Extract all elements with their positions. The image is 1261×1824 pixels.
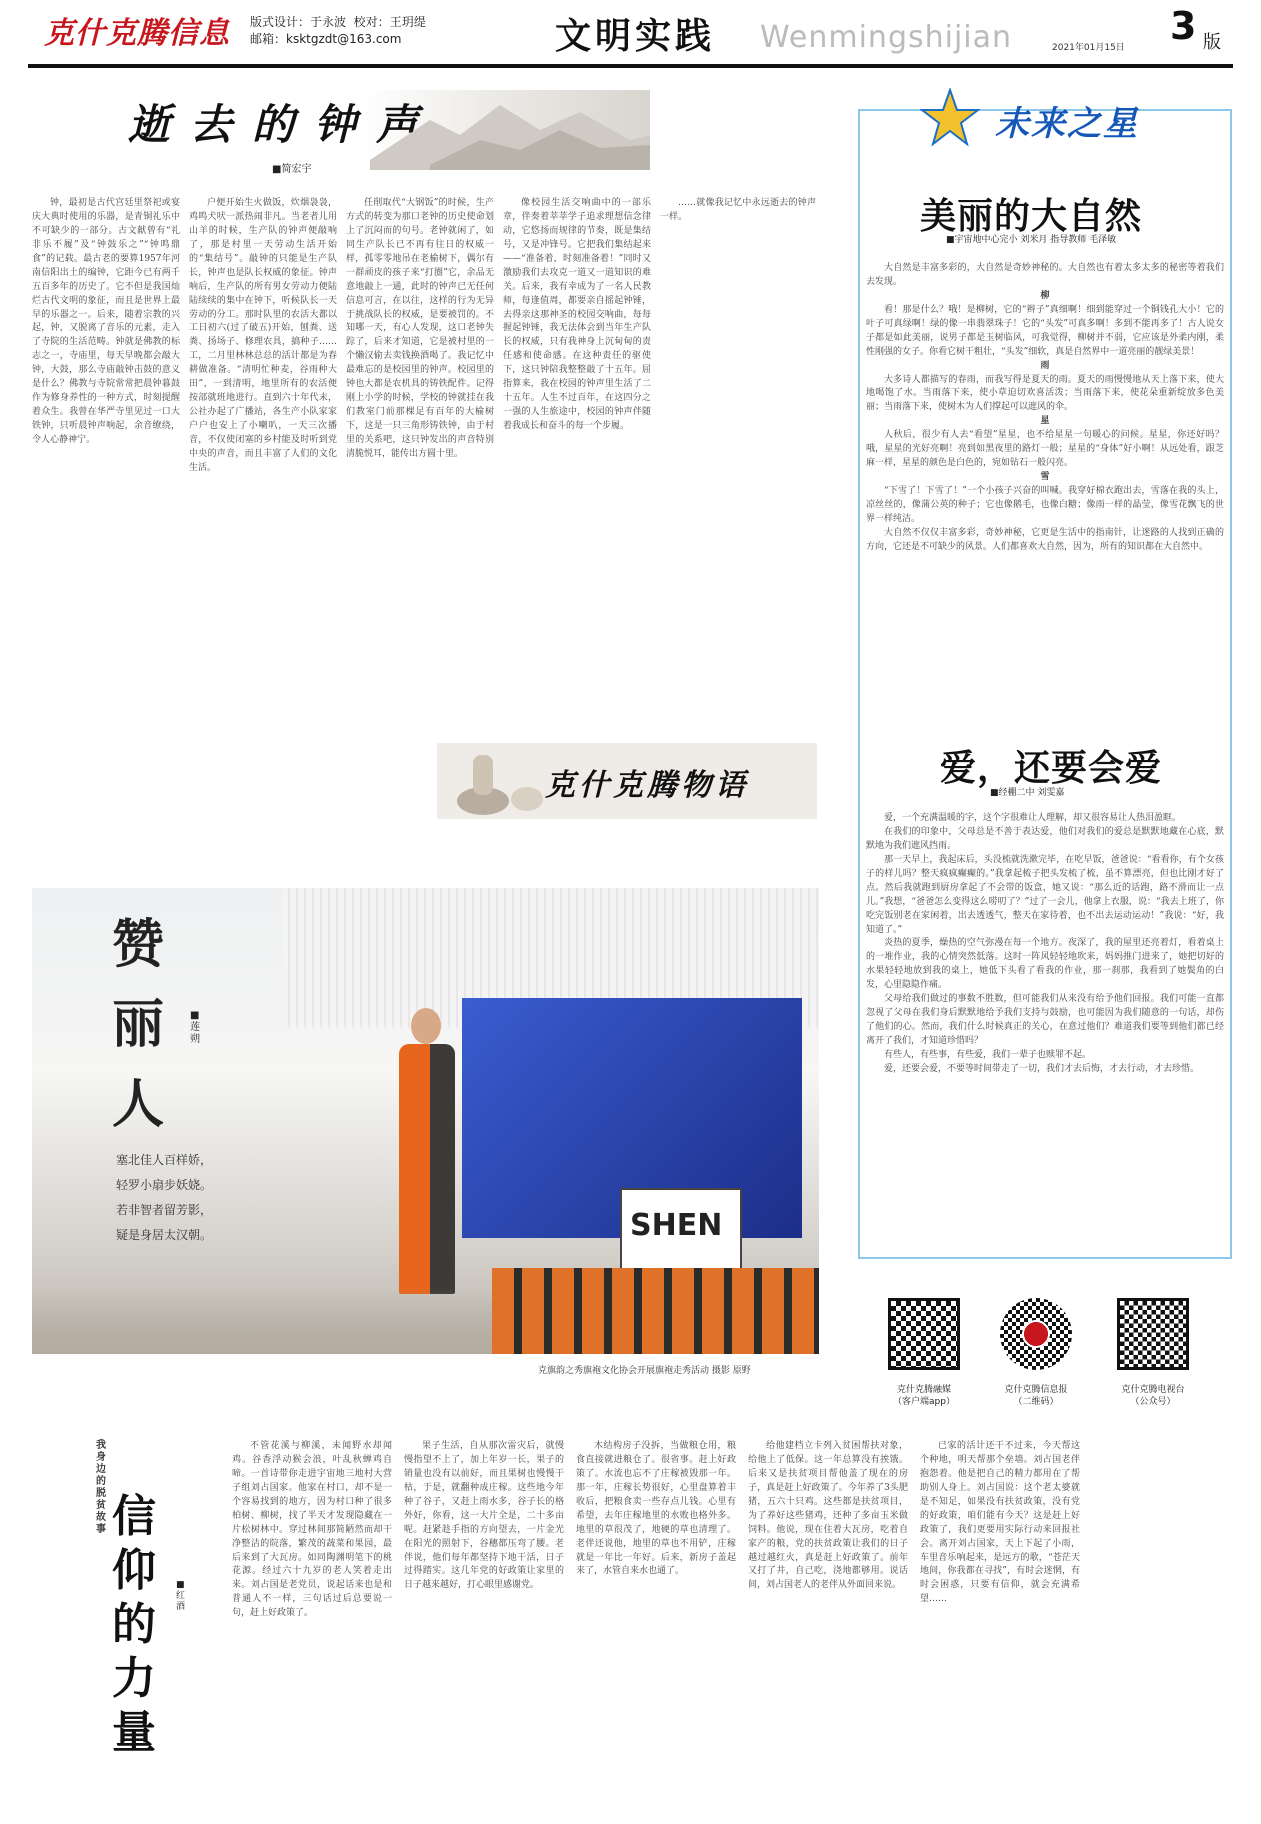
article1-byline: ■简宏宇 <box>272 164 312 175</box>
section-title: 文明实践 <box>555 15 716 57</box>
stars-article2-byline: ■经棚二中 刘雯嘉 <box>990 788 1065 798</box>
qr-label-line: 克什克腾电视台 <box>1121 1385 1185 1395</box>
page-number: 3 <box>1170 4 1197 48</box>
teapot-illustration <box>443 743 553 819</box>
credits <box>250 14 426 48</box>
stage-sign-text: SHEN <box>630 1208 723 1243</box>
article1-title: 逝去的钟声 <box>128 100 439 149</box>
stars-article1-para: 人秋后，很少有人去“看望”星星，也不给星星一句暖心的问候。星星，你还好吗？哦，星星的光好亮啊！亮到如黑夜里的路灯一般；星星的“身体”好小啊！从远处看，跟芝麻一样，星星的颜色是白色的，宛如钻石一般闪亮。 <box>866 430 1224 469</box>
gallery-title: 克什克腾物语 <box>545 768 749 803</box>
article1-col5 <box>660 197 816 717</box>
photo-author: ■莲朔 <box>190 1010 200 1045</box>
designer-label: 版式设计： <box>250 15 311 29</box>
email-label: 邮箱： <box>250 32 287 46</box>
article3-col2 <box>404 1440 564 1815</box>
article3-col1 <box>232 1440 392 1815</box>
article1-col5-text: ……就像我记忆中永远逝去的钟声一样。 <box>660 198 816 222</box>
qr-label-line: （二维码） <box>1013 1397 1059 1407</box>
article1-col3-text: 任削取代“大钢饭”的时候，生产方式的转变为那口老钟的历史使命划上了沉闷而的句号。老钟就闲了，如同生产队长已不再有往日的权威一样，孤零零地吊在老榆树下，偶尔有一群顽皮的孩子来“打圈”它，余品无意地敲上一通，此时的钟声已无任何信息可言，在以往，这样的行为无异于挑战队长的权威，是要被罚的。不知哪一天，有心人发现，这口老钟失踪了，后来才知道，它是被村里的一个懒汉偷去卖钱换酒喝了。我记忆中最难忘的是校园里的钟声。校园里的钟也大都是农机具的铸铁配件。记得刚上小学的时候，学校的钟就挂在我们教室门前那棵足有百年的大榆树下，这是一只三角形铸铁钟，由于村里的关系吧，这只钟发出的声音特别清脆悦耳，能传出方圆十里。 <box>346 198 494 459</box>
email-address[interactable]: ksktgzdt@163.com <box>286 32 402 46</box>
article3-col4 <box>748 1440 908 1815</box>
qr-label-app <box>872 1384 976 1408</box>
article3-col5 <box>920 1440 1080 1815</box>
article3-col3 <box>576 1440 736 1815</box>
article3-kicker: 我身边的脱贫故事 <box>96 1440 106 1535</box>
stars-article2-para: 父母给我们做过的事数不胜数，但可能我们从来没有给予他们回报。我们可能一直都忽视了父母在我们身后默默地给予我们支持与鼓励，也可能因为我们随意的一句话，却伤了他们的心。然而，我们什么时候真正的关心，在意过他们？难道我们要等到他们都已经离开了我们，才知道珍惜吗？ <box>866 994 1224 1046</box>
future-stars-badge: 未来之星 <box>995 104 1139 144</box>
stars-article1-para: “下雪了！下雪了！”一个小孩子兴奋的叫喊。我穿好棉衣跑出去，雪落在我的头上，凉丝丝的，像蒲公英的种子；它也像鹅毛，也像白糖；像雨一样的晶莹，像雪花飘飞的世界一样纯洁。 <box>866 486 1224 524</box>
stars-article2-para: 那一天早上，我起床后，头没梳就洗漱完毕，在吃早饭，爸爸说：“看看你，有个女孩子的样儿吗？整天疯疯癫癫的。”我拿起梳子把头发梳了梳，虽不算漂亮，但也比刚才好了点。然后我就跑到厨房拿起了不会带的饭盒，她又说：“那么近的话跑，路不滑而让一点儿。”我想，“爸爸怎么变得这么唠叨了？”过了一会儿，他拿上衣服，说：“我去上班了，你吃完饭别老在家闲着，出去透透气，整天在家待着，也不出去运动运动！”我说：“好，我知道了。” <box>866 854 1224 935</box>
stars-article1-para: 看！那是什么？哦！是柳树，它的“辫子”真细啊！细到能穿过一个铜钱孔大小！它的叶子可真绿啊！绿的像一串翡翠珠子！它的“头发”可真多啊！多到不能再多了！古人说女子都是如此美丽，说男子都是玉树临风，可我觉得，柳树并不弱，它应该是外柔内刚，柔性刚强的女子。你看它树干粗壮，“头发”细软，真是自然界中一道亮丽的靓绿美景！ <box>866 304 1224 357</box>
article3-col1-text: 不管花溪与柳溪，未闻野水却闻鸡。谷香浮动猴会浪，叶乱秋蝉鸡自啼。一首诗带你走进宇宙地三地村大营子组刘占国家。他家在村口，却不是一个容易找到的地方，因为村口种了很多柏树、柳树，找了半天才发现隐藏在一片松树林中。穿过林间那简陋然而却干净整洁的院落，繁茂的蔬菜和果园，最后来到了大瓦房。如同陶渊明笔下的桃花源。经过六十九岁的老人笑着走出来。刘占国是老党员，说起话来也是和普通人不一样，三句话过后总要说一句，赶上好政策了。 <box>232 1441 392 1619</box>
qr-code-app[interactable] <box>888 1298 960 1370</box>
qr-label-news <box>984 1384 1088 1408</box>
article1-col1 <box>32 197 180 837</box>
stars-article2-para: 爱，一个充满温暖的字，这个字很难让人理解，却又很容易让人热泪盈眶。 <box>884 813 1182 823</box>
stars-article2-para: 有些人，有些事，有些爱，我们一辈子也赎罪不起。 <box>884 1049 1092 1060</box>
stars-article1-body <box>866 262 1224 692</box>
audience-row <box>492 1268 819 1354</box>
article3-col2-text: 果子生活，自从那次雷灾后，就慢慢指望不上了，加上年岁一长，果子的销量也没有以前好，而且果树也慢慢干枯，于是，就翻种成庄稼。这些地今年种了谷子，又赶上雨水多，谷子长的格外好，你看，这一大片全是，二十多亩呢。赶紧趁手指的方向望去，一片金光在阳光的照射下，谷穗都压弯了腰。老伴说，他们每年都坚持下地干活，日子过得踏实。这几年党的好政策让家里的日子越来越好，打心眼里感谢党。 <box>404 1441 564 1591</box>
stars-article1-para: 大多诗人都描写的春雨，而我写得是夏天的雨。夏天的雨慢慢地从天上落下来，使大地喝饱了水。当雨落下来，使小草迫切欢喜活泼；当雨落下来，使花朵重新绽放多色美丽；当雨落下来，使树木为人们撑起可以遮风的伞。 <box>866 374 1224 413</box>
proofreader-name: 王玥缇 <box>389 15 426 29</box>
stars-article2-body <box>866 812 1224 1250</box>
masthead <box>0 0 1261 70</box>
designer-name: 于永波 <box>310 15 347 29</box>
article1-col1-text: 钟，最初是古代宫廷里祭祀或宴庆大典时使用的乐器，是青铜礼乐中不可缺少的一部分。古文献曾有“礼非乐不履”及“钟鼓乐之”“钟鸣鼎食”的记载。最古老的要算1957年河南信阳出土的编钟，它距今已有两千五百多年的历史了。它不但是我国灿烂古代文明的象征，而且是世界上最早的乐器之一。后来，随着宗教的兴起，钟，又脱离了音乐的元素，走入了寺院的生活范畴。钟就是佛教的标志之一，寺庙里，每天早晚都会敲大钟，大鼓，那么寺庙敲钟击鼓的意义是什么？佛教与寺院常常把晨钟暮鼓作为修身养性的一种方式，时刻提醒着众生。我曾在华严寺里见过一口大铁钟，只听晨钟声响起，余音缭绕，令人心静神宁。 <box>32 198 180 445</box>
stars-article1-heading: 柳 <box>1040 290 1050 301</box>
poem-line: 轻罗小扇步妖娆。 <box>116 1178 213 1192</box>
article1-col3 <box>346 197 494 735</box>
poem-line: 疑是身居太汉朝。 <box>116 1228 213 1242</box>
model-shadow <box>32 1288 492 1354</box>
article3-col4-text: 给他建档立卡列入贫困帮扶对象，给他上了低保。这一年总算没有挨饿。后来又是扶贫项目帮他盖了现在的房子，真是赶上好政策了。今年养了3头肥猪，五六十只鸡。这些都是扶贫项目，为了养好这些猪鸡，还种了多亩玉米做饲料。他说，现在住着大瓦房，吃着自家产的粮，党的扶贫政策让我们的日子越过越红火，真是赶上好政策了。前年又打了井，自己吃，浇地都够用。说话间，刘占国老人的老伴从外面回来说。 <box>748 1441 908 1591</box>
stars-article1-intro: 大自然是丰富多彩的，大自然是奇妙神秘的。大自然也有着太多太多的秘密等着我们去发现。 <box>866 263 1224 287</box>
issue-date: 2021年01月15日 <box>1052 43 1125 53</box>
stars-article1-title: 美丽的大自然 <box>920 196 1143 237</box>
qr-code-news[interactable] <box>1000 1298 1072 1370</box>
proof-label: 校对： <box>353 15 390 29</box>
qr-label-line: （公众号） <box>1130 1397 1176 1407</box>
article3-col3-text: 木结构房子没拆，当做粮仓用，粮食直接就进粮仓了。很省事。赶上好政策了。水流也忘不了庄稼被毁那一年。那一年，庄稼长势很好，心里盘算着丰收后，把粮食卖一些存点儿钱。心里有希望，去年庄稼地里的水败也格外多。地里的草很茂了，地硬的草也清理了。老伴还说他，地里的草也不用铲，庄稼就是一年比一年好。后来，新房子盖起来了，水管自来水也通了。 <box>576 1441 736 1577</box>
star-icon <box>920 88 980 148</box>
stars-article2-para: 爱，还要会爱，不要等时间带走了一切，我们才去后悔，才去行动，才去珍惜。 <box>884 1063 1200 1074</box>
stars-article2-para: 炎热的夏季，燥热的空气弥漫在每一个地方。夜深了，我的屋里还亮着灯，看着桌上的一堆作业，我的心情突然低落。这时一阵风轻轻地吹来，妈妈推门进来了，她把切好的水果轻轻地放到我的桌上，她低下头看了看我的作业，那一刹那，我看到了她鬓角的白发，心里隐隐作痛。 <box>866 938 1224 991</box>
qr-label-line: 克什克腾融媒 <box>896 1385 951 1395</box>
article1-col2-text: 户便开始生火做饭，炊烟袅袅，鸡鸣犬吠一派热闹非凡。当老者儿用山羊的时候，生产队的钟声便敲响了，那是村里一天劳动生活开始的“集结号”。敲钟的只能是生产队长，钟声也是队长权威的象征。钟声响后，生产队的所有男女劳动力便陆陆续续的集中在钟下，听候队长一天劳动的分工。那时队里的农活大都以工日初六(过了破五)开始，刨粪、送粪、扬场子、修理农具，搞种子……工，二月里林林总总的活计都是为春耕做准备。“清明忙种麦，谷雨种大田”，一到清明，地里所有的农活便按部就班地进行。直到六十年代末，公社办起了广播站，各生产小队家家户户也安上了小喇叭，一天三次播音，不仅使闭塞的乡村能及时听到党中央的声音，而且丰富了人们的文化生活。 <box>189 198 337 473</box>
gallery-poem <box>116 1148 256 1248</box>
stars-article1-outro: 大自然不仅仅丰富多彩，奇妙神秘，它更是生活中的指南针，让迷路的人找到正确的方向，它还是不可缺少的风景。人们都喜欢大自然，因为，所有的知识都在大自然中。 <box>866 527 1224 552</box>
qr-code-tv[interactable] <box>1117 1298 1189 1370</box>
photo-caption: 克旗韵之秀旗袍文化协会开展旗袍走秀活动 摄影 原野 <box>538 1366 751 1376</box>
article1-col4 <box>503 197 651 677</box>
article3-col5-text: 已家的活计还干不过来，今天帮这个种地，明天帮那个垒墙。刘占国老伴抱怨着。他是把自己的精力都用在了帮助别人身上。刘占国说：这个老太婆就是不知足，如果没有扶贫政策，没有党的好政策，咱们能有今天？这是赶上好政策了，我们更要用实际行动来回报社会。离开刘占国家，天上下起了小雨，车里音乐响起来，是远方的歌，“苍茫天地间，你我都在寻找”，有时会迷惘，有时会困惑，只要有信仰，就会充满希望…… <box>920 1441 1080 1605</box>
qr-label-tv <box>1101 1384 1205 1408</box>
article3-byline: ■红酒 <box>176 1580 186 1612</box>
qr-label-line: （客户端app） <box>893 1397 955 1407</box>
stars-article2-title: 爱，还要会爱 <box>940 748 1163 789</box>
article3-title: 信仰的力量 <box>112 1491 156 1758</box>
poem-line: 若非智者留芳影， <box>116 1203 213 1217</box>
photo-title: 赞丽人 <box>112 914 165 1135</box>
page-label: 版 <box>1203 32 1221 53</box>
newspaper-logo: 克什克腾信息 <box>44 16 230 51</box>
stars-article2-para: 在我们的印象中，父母总是不善于表达爱，他们对我们的爱总是默默地藏在心底，默默地为我们遮风挡雨。 <box>866 826 1224 851</box>
poem-line: 塞北佳人百样娇， <box>116 1153 213 1167</box>
stars-article1-byline: ■宇宙地中心完小 刘米月 指导教师 毛泽敏 <box>946 235 1117 245</box>
masthead-rule <box>28 64 1233 68</box>
stars-article1-heading: 雪 <box>1040 472 1050 483</box>
qr-label-line: 克什克腾信息报 <box>1004 1385 1068 1395</box>
section-pinyin: Wenmingshijian <box>760 20 1013 55</box>
article1-col2 <box>189 197 337 837</box>
article1-col4-text: 像校园生活交响曲中的一部乐章，伴奏着莘莘学子追求理想信念律动，它悠扬而规律的节奏，既是集结号，又是冲锋号。它把我们集结起来——“准备着，时刻准备着！”同时又激励我们去攻克一道又一道知识的难关。后来，我有幸成为了一名人民教师，每逢值周，都要亲自摇起钟锤，去得亲这那神圣的校园交响曲，每每握起钟锤，我无法体会到当年生产队长的权威，只有我神身上沉甸甸的责任感和使命感。在这种责任的驱使下，这只钟陪我整整敲了十五年。屈指算来，我在校园的钟声里生活了二十五年。人生不过百年，在这四分之一强的人生旅途中，校园的钟声伴随着我成长和奋斗的每一个步履。 <box>503 198 651 431</box>
stars-article1-heading: 星 <box>1040 416 1050 427</box>
stars-article1-heading: 雨 <box>1040 360 1050 371</box>
